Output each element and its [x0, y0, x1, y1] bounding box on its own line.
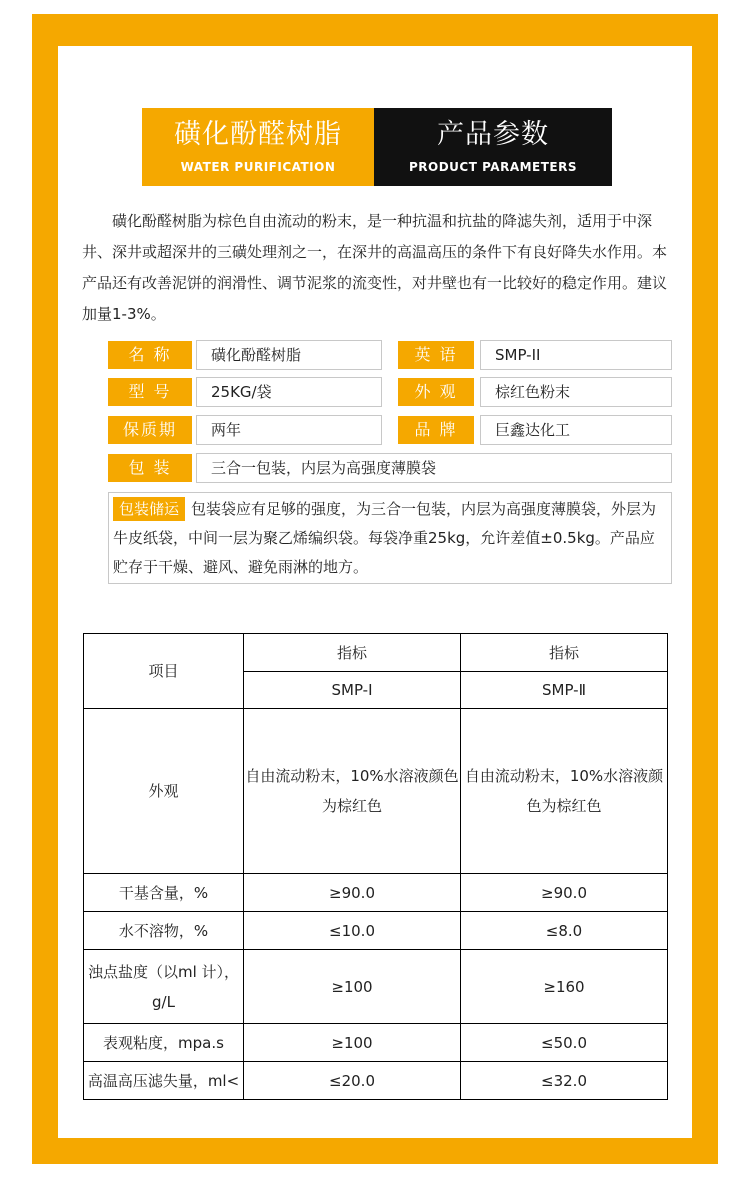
- row-value-smp2: ≤8.0: [461, 912, 668, 950]
- row-value-smp2: ≤50.0: [461, 1024, 668, 1062]
- row-item: 干基含量，%: [84, 874, 244, 912]
- row-item: 表观粘度，mpa.s: [84, 1024, 244, 1062]
- packaging-value: 三合一包装，内层为高强度薄膜袋: [196, 453, 672, 483]
- intro-text: 磺化酚醛树脂为棕色自由流动的粉末，是一种抗温和抗盐的降滤失剂，适用于中深井、深井或超深井的三磺处理剂之一，在深井的高温高压的条件下有良好降失水作用。本产品还有改善泥饼的润滑性、调节泥浆的流变性，对井壁也有一比较好的稳定作用。建议加量1-3%。: [82, 212, 668, 323]
- row-item: 外观: [84, 709, 244, 874]
- row-value-smp1: ≥100: [244, 1024, 461, 1062]
- name-value: 磺化酚醛树脂: [196, 340, 382, 370]
- table-row: [84, 874, 668, 912]
- intro-paragraph: [82, 206, 672, 330]
- index-header-2: 指标: [461, 634, 668, 672]
- row-value-smp1: ≤10.0: [244, 912, 461, 950]
- storage-label: 包装储运: [113, 497, 185, 521]
- name-label: 名 称: [108, 341, 192, 369]
- row-item: 浊点盐度（以ml 计），g/L: [84, 950, 244, 1024]
- row-value-smp1: ≥90.0: [244, 874, 461, 912]
- model-smp2: SMP-Ⅱ: [461, 672, 668, 709]
- header-right-subtitle: PRODUCT PARAMETERS: [408, 160, 578, 174]
- brand-label: 品 牌: [398, 416, 474, 444]
- model-value: 25KG/袋: [196, 377, 382, 407]
- shelf-life-value: 两年: [196, 415, 382, 445]
- table-row: [84, 1062, 668, 1100]
- parameter-table: [83, 633, 668, 1100]
- table-row: [84, 912, 668, 950]
- row-value-smp1: 自由流动粉末，10%水溶液颜色为棕红色: [244, 709, 461, 874]
- appearance-label: 外 观: [398, 378, 474, 406]
- row-value-smp2: ≤32.0: [461, 1062, 668, 1100]
- packaging-label: 包 装: [108, 454, 192, 482]
- header-right-title: 产品参数: [437, 119, 549, 150]
- row-value-smp2: ≥160: [461, 950, 668, 1024]
- header-product-parameters: [374, 108, 612, 186]
- header-left-title: 磺化酚醛树脂: [174, 119, 342, 150]
- english-label: 英 语: [398, 341, 474, 369]
- shelf-life-label: 保质期: [108, 416, 192, 444]
- storage-box: [108, 492, 672, 584]
- row-item: 水不溶物，%: [84, 912, 244, 950]
- header-product-name: [142, 108, 374, 186]
- index-header-1: 指标: [244, 634, 461, 672]
- model-smp1: SMP-Ⅰ: [244, 672, 461, 709]
- storage-value: 包装袋应有足够的强度，为三合一包装，内层为高强度薄膜袋，外层为牛皮纸袋，中间一层为聚乙烯编织袋。每袋净重25kg，允许差值±0.5kg。产品应贮存于干燥、避风、避免雨淋的地方。: [113, 500, 657, 576]
- table-row: [84, 1024, 668, 1062]
- brand-value: 巨鑫达化工: [480, 415, 672, 445]
- item-header: 项目: [84, 634, 244, 709]
- english-value: SMP-II: [480, 340, 672, 370]
- row-value-smp1: ≤20.0: [244, 1062, 461, 1100]
- table-row: [84, 709, 668, 874]
- appearance-value: 棕红色粉末: [480, 377, 672, 407]
- table-row: [84, 950, 668, 1024]
- row-item: 高温高压滤失量，ml<: [84, 1062, 244, 1100]
- row-value-smp1: ≥100: [244, 950, 461, 1024]
- row-value-smp2: ≥90.0: [461, 874, 668, 912]
- row-value-smp2: 自由流动粉末，10%水溶液颜色为棕红色: [461, 709, 668, 874]
- header-left-subtitle: WATER PURIFICATION: [180, 160, 336, 174]
- table-header-row: [84, 634, 668, 672]
- model-label: 型 号: [108, 378, 192, 406]
